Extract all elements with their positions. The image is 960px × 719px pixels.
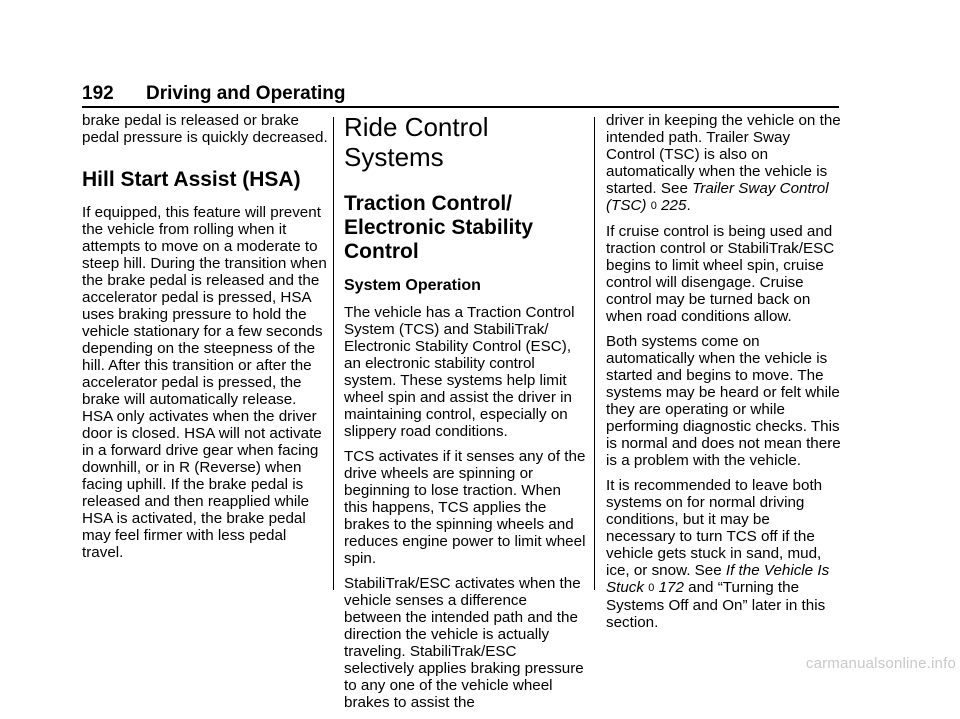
column-1 [82, 112, 328, 569]
tsc-paragraph-text: driver in keeping the vehicle on the intended path. Trailer Sway Control (TSC) is also on automatically when the vehicle is started. See [606, 112, 841, 197]
column-3 [606, 112, 842, 639]
column-divider-1 [333, 117, 334, 590]
tsc-paragraph [606, 112, 842, 215]
tcs-activation-paragraph: TCS activates if it senses any of the drive wheels are spinning or beginning to lose traction. When this happens, TCS applies the brakes to the spinning wheels and reduces engine power to limit wheel spin. [344, 448, 586, 567]
section-title: Driving and Operating [146, 83, 346, 104]
stuck-page-ref[interactable]: 172 [658, 579, 684, 596]
recommendation-paragraph [606, 477, 842, 631]
esc-activation-paragraph: StabiliTrak/ESC activates when the vehicle senses a difference between the intended path and the direction the vehicle is actually traveling. StabiliTrak/ESC selectively applies braking pressure to any one of the vehicle wheel brakes to assist the [344, 575, 584, 711]
stuck-cross-reference[interactable]: If the Vehicle Is Stuck [606, 562, 830, 596]
tsc-paragraph-end: . [686, 197, 691, 214]
intro-paragraph: brake pedal is released or brake pedal pressure is quickly decreased. [82, 112, 328, 146]
recommendation-end: and “Turning the Systems Off and On” later in this section. [606, 579, 826, 631]
tsc-page-ref[interactable]: 225 [661, 197, 687, 214]
column-divider-2 [594, 117, 595, 590]
systems-on-paragraph: Both systems come on automatically when the vehicle is started and begins to move. The systems may be heard or felt while they are operating or while performing diagnostic checks. This is normal and does not mean there is a problem with the vehicle. [606, 333, 841, 469]
hsa-heading: Hill Start Assist (HSA) [82, 168, 301, 191]
cruise-control-paragraph: If cruise control is being used and traction control or StabiliTrak/ESC begins to limit wheel spin, cruise control will disengage. Cruise control may be turned back on when road conditions allow. [606, 223, 835, 325]
system-operation-heading: System Operation [344, 277, 481, 294]
page-header [82, 80, 839, 106]
header-rule [82, 106, 839, 108]
traction-control-heading: Traction Control/ Electronic Stability Control [344, 192, 534, 263]
column-2 [344, 112, 588, 719]
tcs-intro-paragraph: The vehicle has a Traction Control System (TCS) and StabiliTrak/ Electronic Stability Control (ESC), an electronic stability control system. These systems help limit wheel spin and assist the driver in maintaining control, especially on slippery road conditions. [344, 304, 575, 440]
watermark: carmanualsonline.info [805, 655, 956, 672]
hsa-paragraph: If equipped, this feature will prevent the vehicle from rolling when it attempts to move on a moderate to steep hill. During the transition when the brake pedal is released and the accelerator pedal is pressed, HSA uses braking pressure to hold the vehicle stationary for a few seconds depending on the steepness of the hill. After this transition or after the accelerator pedal is pressed, the brake will automatically release. HSA only activates when the driver door is closed. HSA will not activate in a forward drive gear when facing downhill, or in R (Reverse) when facing uphill. If the brake pedal is released and then reapplied while HSA is activated, the brake pedal may feel firmer with less pedal travel. [82, 204, 327, 561]
tsc-cross-reference[interactable]: Trailer Sway Control (TSC) [606, 180, 829, 214]
page-number: 192 [82, 83, 114, 104]
recommendation-text: It is recommended to leave both systems on for normal driving conditions, but it may be necessary to turn TCS off if the vehicle gets stuck in sand, mud, ice, or snow. See [606, 477, 823, 579]
ride-control-heading: Ride Control Systems [344, 112, 489, 172]
page-reference-icon: 0 [648, 582, 655, 594]
page-reference-icon: 0 [650, 200, 657, 212]
